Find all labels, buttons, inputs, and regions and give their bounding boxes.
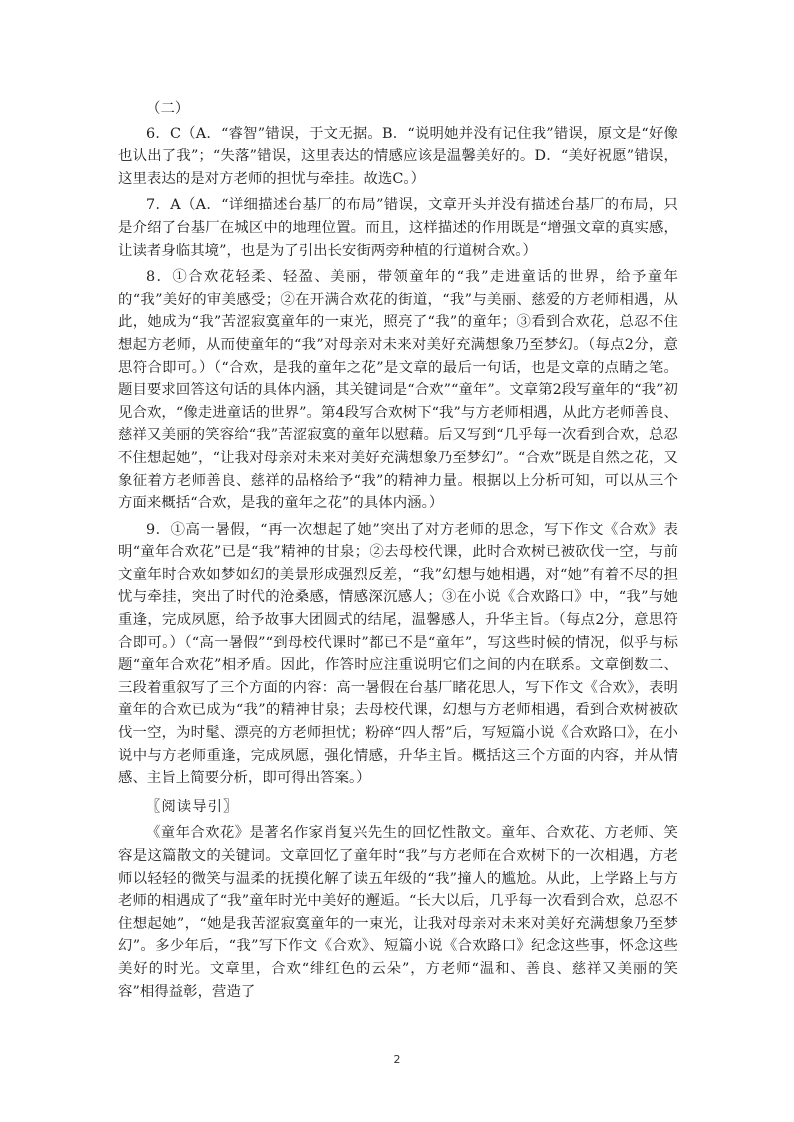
answer-content — [118, 98, 678, 1003]
section-heading: （二） — [146, 101, 190, 117]
page-number: 2 — [393, 1053, 401, 1066]
answer-q6: 6．C（A．“睿智”错误，于文无据。B．“说明她并没有记住我”错误，原文是“好像也认出了我”；“失落”错误，这里表达的情感应该是温馨美好的。D．“美好祝愿”错误，这里表达的是对方老师的担忧与牵挂。故选C。） — [118, 125, 678, 187]
answer-q7: 7．A（A．“详细描述台基厂的布局”错误，文章开头并没有描述台基厂的布局，只是介绍了台基厂在城区中的地理位置。而且，这样描述的作用既是“增强文章的真实感，让读者身临其境”，也是为了引出长安街两旁种植的行道树合欢。） — [118, 197, 678, 259]
reading-guide-title — [118, 796, 678, 819]
reading-guide-text: 《童年合欢花》是著名作家肖复兴先生的回忆性散文。童年、合欢花、方老师、笑容是这篇散文的关键词。文章回忆了童年时“我”与方老师在合欢树下的一次相遇，方老师以轻轻的微笑与温柔的抚摸化解了读五年级的“我”撞人的尴尬。从此，上学路上与方老师的相遇成了“我”童年时光中美好的邂逅。“长大以后，几乎每一次看到合欢，总忍不住想起她”，“她是我苦涩寂寞童年的一束光，让我对母亲对未来对美好充满想象乃至梦幻”。多少年后，“我”写下作文《合欢》、短篇小说《合欢路口》纪念这些事，怀念这些美好的时光。文章里，合欢“绯红色的云朵”，方老师“温和、善良、慈祥又美丽的笑容”相得益彰，营造了 — [118, 825, 678, 1000]
answer-q9: 9．①高一暑假，“再一次想起了她”突出了对方老师的思念，写下作文《合欢》表明“童年合欢花”已是“我”精神的甘泉；②去母校代课，此时合欢树已被砍伐一空，与前文童年时合欢如梦如幻的美景形成强烈反差，“我”幻想与她相遇，对“她”有着不尽的担忧与牵挂，突出了时代的沧桑感，情感深沉感人；③在小说《合欢路口》中，“我”与她重逢，完成夙愿，给予故事大团圆式的结尾，温馨感人，升华主旨。（每点2分，意思符合即可。）（“高一暑假”“到母校代课时”都已不是“童年”，写这些时候的情况，似乎与标题“童年合欢花”相矛盾。因此，作答时应注重说明它们之间的内在联系。文章倒数二、三段着重叙写了三个方面的内容：高一暑假在台基厂睹花思人，写下作文《合欢》，表明童年的合欢已成为“我”的精神甘泉；去母校代课，幻想与方老师相遇，看到合欢树被砍伐一空，为时髦、漂亮的方老师担忧；粉碎“四人帮”后，写短篇小说《合欢路口》，在小说中与方老师重逢，完成夙愿，强化情感，升华主旨。概括这三个方面的内容，并从情感、主旨上简要分析，即可得出答案。） — [118, 521, 678, 787]
answer-q8: 8．①合欢花轻柔、轻盈、美丽，带领童年的“我”走进童话的世界，给予童年的“我”美好的审美感受；②在开满合欢花的街道，“我”与美丽、慈爱的方老师相遇，从此，她成为“我”苦涩寂寞童年的一束光，照亮了“我”的童年；③看到合欢花，总忍不住想起方老师，从而使童年的“我”对母亲对未来对美好充满想象乃至梦幻。（每点2分，意思符合即可。）（“合欢，是我的童年之花”是文章的最后一句话，也是文章的点睛之笔。题目要求回答这句话的具体内涵，其关键词是“合欢”“童年”。文章第2段写童年的“我”初见合欢，“像走进童话的世界”。第4段写合欢树下“我”与方老师相遇，从此方老师善良、慈祥又美丽的笑容给“我”苦涩寂寞的童年以慰藉。后又写到“几乎每一次看到合欢，总忍不住想起她”，“让我对母亲对未来对美好充满想象乃至梦幻”。“合欢”既是自然之花，又象征着方老师善良、慈祥的品格给予“我”的精神力量。根据以上分析可知，可以从三个方面来概括“合欢，是我的童年之花”的具体内涵。） — [118, 269, 678, 512]
reading-guide-title-text: 〖阅读导引〗 — [146, 798, 239, 815]
